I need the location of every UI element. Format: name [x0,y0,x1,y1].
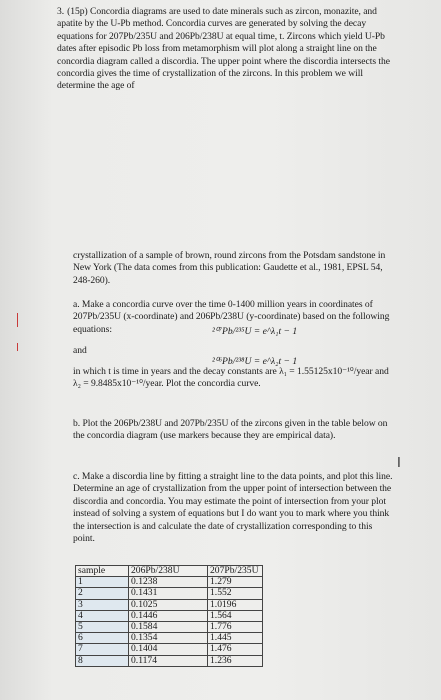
table-cell: 6 [76,633,129,644]
part-b-text: b. Plot the 206Pb/238U and 207Pb/235U of the zircons given in the table below on the concordia diagram (use markers because they are empirical data). [73,418,388,442]
table-cell: 2 [76,588,129,599]
table-row [76,655,263,666]
table-cell: 1.445 [208,633,263,644]
part-c-text: c. Make a discordia line by fitting a straight line to the data points, and plot this line. Determine an age of crystallization from the upper point of intersection between the discordia and concordia. You may estimate the point of intersection from your plot instead of solving a system of equations but I do want you to mark where you think the intersection is and calculate the date of crystallization corresponding to this point. [73,471,393,545]
table-cell: 8 [76,655,129,666]
table-cell: 5 [76,621,129,632]
table-cell: 3 [76,599,129,610]
table-cell: 0.1584 [129,621,208,632]
zircon-data-table [75,565,263,667]
blank-space [0,140,441,245]
table-row [76,588,263,599]
margin-mark [17,343,18,351]
table-header-cell: 207Pb/235U [208,566,263,577]
table-cell: 1.776 [208,621,263,632]
table-cell: 0.1404 [129,644,208,655]
table-row [76,644,263,655]
table-cell: 1.552 [208,588,263,599]
table-cell: 1.476 [208,644,263,655]
table-cell: 0.1354 [129,633,208,644]
table-cell: 1.236 [208,655,263,666]
table-cell: 4 [76,610,129,621]
part-a-continued-text: in which t is time in years and the decay constants are λ₁ = 1.55125x10⁻¹⁰/year and λ₂ = 9.8485x10⁻¹⁰/year. Plot the concordia curve. [73,366,389,390]
table-cell: 0.1446 [129,610,208,621]
table-cell: 0.1025 [129,599,208,610]
text-cursor-icon: I [397,456,401,471]
problem-continued-text: crystallization of a sample of brown, round zircons from the Potsdam sandstone in New York (The data comes from this publication: Gaudette et al., 1981, EPSL 54, 248-260). [73,250,386,286]
table-cell: 1.564 [208,610,263,621]
table-cell: 1 [76,577,129,588]
and-label: and [73,345,87,356]
problem-intro-text: (15p) Concordia diagrams are used to date minerals such as zircon, monazite, and apatite by the U-Pb method. Concordia curves are generated by solving the decay equations for 207Pb/235U and 206Pb/238U at equal time, t. Zircons which yield U-Pb dates after episodic Pb loss from metamorphism will plot along a straight line on the concordia diagram called a discordia. The upper point where the discordia intersects the concordia gives the time of crystallization of the zircons. In this problem we will determine the age of [57,6,390,92]
equation-2: ²⁰⁶Pb/²³⁸U = e^λ₂t − 1 [212,356,298,367]
table-row [76,599,263,610]
table-row [76,610,263,621]
table-cell: 0.1431 [129,588,208,599]
table-cell: 0.1238 [129,577,208,588]
problem-number: 3. [57,6,65,17]
table-cell: 0.1174 [129,655,208,666]
table-header-cell: 206Pb/238U [129,566,208,577]
table-cell: 1.0196 [208,599,263,610]
equation-1: ²⁰⁷Pb/²³⁵U = e^λ₁t − 1 [212,326,298,337]
table-row [76,577,263,588]
table-header-row [76,566,263,577]
table-header-cell: sample [76,566,129,577]
table-row [76,621,263,632]
part-a-text: a. Make a concordia curve over the time 0-1400 million years in coordinates of 207Pb/235U (x-coordinate) and 206Pb/238U (y-coordinate) based on the following equations: [73,299,390,335]
table-row [76,633,263,644]
table-cell: 1.279 [208,577,263,588]
table-cell: 7 [76,644,129,655]
margin-mark [17,313,18,327]
problem-intro [57,6,402,93]
